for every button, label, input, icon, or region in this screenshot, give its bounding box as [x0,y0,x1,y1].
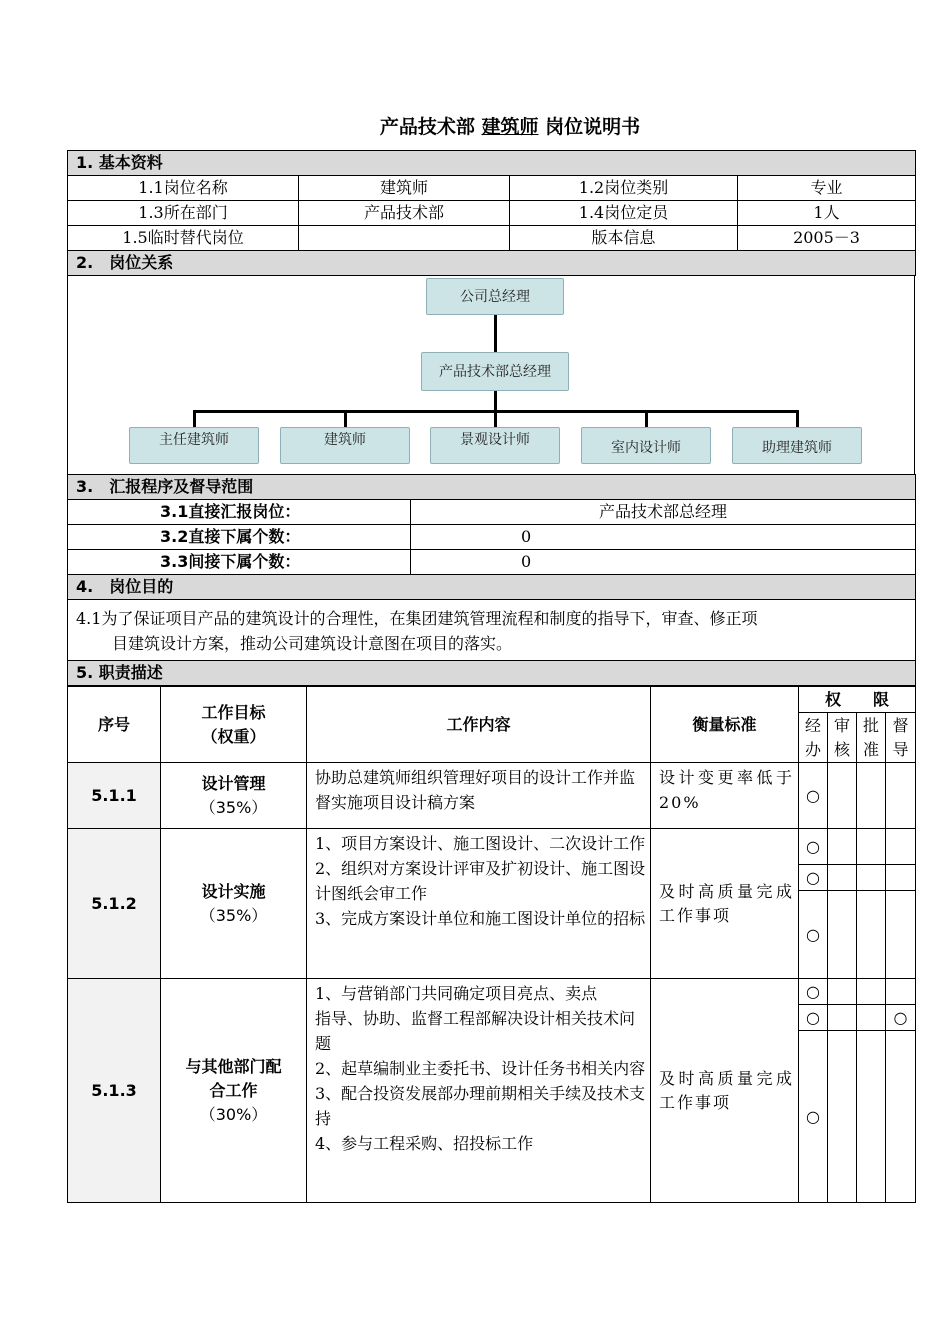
org-node-dept-manager: 产品技术部总经理 [421,352,569,391]
row-weight: （35%） [199,905,268,925]
auth-supervise-cell [886,979,916,1005]
value-department: 产品技术部 [299,201,510,226]
auth-review-cell [828,829,857,865]
value-direct-subordinates: 0 [411,525,916,550]
auth-approve-cell [857,979,886,1005]
auth-approve-cell [857,865,886,891]
label-direct-subordinates: 3.2直接下属个数： [68,525,411,550]
value-indirect-subordinates: 0 [411,550,916,575]
row-goal-text: 合工作 [209,1080,258,1100]
content-line: 1、与营销部门共同确定项目亮点、卖点 [315,984,598,1003]
section-5-heading: 5. 职责描述 [68,661,916,686]
auth-review-cell [828,1005,857,1031]
header-weight-text: （权重） [201,726,266,746]
auth-handle-mark: ○ [799,1031,828,1203]
org-connector [193,410,196,427]
org-node-architect: 建筑师 [280,427,410,464]
header-authority: 权 限 [799,687,916,713]
section-4-heading: 4. 岗位目的 [68,575,916,600]
auth-handle-mark: ○ [799,865,828,891]
auth-approve-cell [857,1031,886,1203]
purpose-line-2: 目建筑设计方案，推动公司建筑设计意图在项目的落实。 [112,634,513,653]
header-content: 工作内容 [307,687,651,763]
value-substitute [299,226,510,251]
row-goal [161,829,307,979]
org-connector [494,391,497,411]
org-connector [494,410,497,427]
row-content [307,979,651,1203]
auth-review-cell [828,891,857,979]
auth-supervise-cell [886,891,916,979]
content-line: 1、项目方案设计、施工图设计、二次设计工作 [315,834,646,853]
value-headcount: 1人 [738,201,916,226]
auth-review-cell [828,979,857,1005]
header-review-2: 核 [833,739,850,759]
section-3-heading: 3. 汇报程序及督导范围 [68,475,916,500]
label-substitute: 1.5临时替代岗位 [68,226,299,251]
content-line: 指导、协助、监督工程部解决设计相关技术问题 [315,1009,636,1053]
auth-handle-mark: ○ [799,891,828,979]
org-node-landscape-designer: 景观设计师 [430,427,560,464]
label-version: 版本信息 [510,226,738,251]
auth-supervise-cell [886,1031,916,1203]
auth-approve-cell [857,829,886,865]
auth-review-cell [828,1031,857,1203]
value-direct-report: 产品技术部总经理 [411,500,916,525]
header-no: 序号 [68,687,161,763]
job-description-document [67,150,915,1203]
purpose-line-1: 4.1为了保证项目产品的建筑设计的合理性，在集团建筑管理流程和制度的指导下，审查、修正项 [76,609,758,628]
row-weight: （35%） [199,797,268,817]
value-version: 2005－3 [738,226,916,251]
content-line: 3、配合投资发展部办理前期相关手续及技术支持 [315,1084,646,1128]
org-connector [494,315,497,352]
row-no: 5.1.2 [68,829,161,979]
table-row [68,829,916,865]
header-handle [799,713,828,763]
row-goal-text: 设计管理 [201,773,266,793]
value-position-name: 建筑师 [299,176,510,201]
org-node-assistant-architect: 助理建筑师 [732,427,862,464]
org-node-interior-designer: 室内设计师 [581,427,711,464]
row-goal [161,979,307,1203]
content-line: 2、起草编制业主委托书、设计任务书相关内容 [315,1059,646,1078]
org-connector [645,410,648,427]
duties-table [67,686,916,1203]
row-goal [161,763,307,829]
auth-review-cell [828,763,857,829]
header-approve-1: 批 [862,715,879,735]
content-line: 3、完成方案设计单位和施工图设计单位的招标 [315,909,646,928]
label-indirect-subordinates: 3.3间接下属个数： [68,550,411,575]
label-headcount: 1.4岗位定员 [510,201,738,226]
header-supervise-2: 导 [892,739,909,759]
label-position-category: 1.2岗位类别 [510,176,738,201]
table-row [68,979,916,1005]
label-direct-report: 3.1直接汇报岗位： [68,500,411,525]
org-node-general-manager: 公司总经理 [426,278,564,315]
header-goal [161,687,307,763]
value-position-category: 专业 [738,176,916,201]
label-department: 1.3所在部门 [68,201,299,226]
row-goal-text: 与其他部门配 [185,1056,282,1076]
header-supervise-1: 督 [892,715,909,735]
row-weight: （30%） [199,1104,268,1124]
page-title [0,112,950,139]
row-measure: 及时高质量完成工作事项 [651,829,799,979]
auth-supervise-cell [886,829,916,865]
header-approve [857,713,886,763]
auth-handle-mark: ○ [799,1005,828,1031]
section-2-heading: 2. 岗位关系 [68,251,916,276]
header-review-1: 审 [833,715,850,735]
auth-supervise-cell [886,865,916,891]
position-purpose [68,600,916,661]
section-1-heading: 1. 基本资料 [68,151,916,176]
auth-approve-cell [857,891,886,979]
content-line: 2、组织对方案设计评审及扩初设计、施工图设计图纸会审工作 [315,859,646,903]
title-role: 建筑师 [481,116,539,138]
row-goal-text: 设计实施 [201,881,266,901]
row-no: 5.1.3 [68,979,161,1203]
auth-approve-cell [857,763,886,829]
auth-supervise-cell [886,763,916,829]
basic-info-table [67,150,916,276]
org-connector [344,410,347,427]
label-position-name: 1.1岗位名称 [68,176,299,201]
auth-review-cell [828,865,857,891]
row-measure: 及时高质量完成工作事项 [651,979,799,1203]
row-content: 协助总建筑师组织管理好项目的设计工作并监督实施项目设计稿方案 [307,763,651,829]
content-line: 4、参与工程采购、招投标工作 [315,1134,534,1153]
auth-supervise-mark: ○ [886,1005,916,1031]
header-review [828,713,857,763]
auth-handle-mark: ○ [799,979,828,1005]
header-measure: 衡量标准 [651,687,799,763]
table-row [68,763,916,829]
row-content [307,829,651,979]
org-connector [796,410,799,427]
header-supervise [886,713,916,763]
reporting-table [67,474,916,686]
title-department: 产品技术部 [379,116,475,138]
auth-handle-mark: ○ [799,829,828,865]
org-chart [67,276,915,474]
header-goal-text: 工作目标 [201,702,266,722]
row-measure: 设计变更率低于20% [651,763,799,829]
header-handle-1: 经 [804,715,821,735]
org-node-chief-architect: 主任建筑师 [129,427,259,464]
header-approve-2: 准 [862,739,879,759]
row-no: 5.1.1 [68,763,161,829]
header-handle-2: 办 [804,739,821,759]
auth-handle-mark: ○ [799,763,828,829]
auth-approve-cell [857,1005,886,1031]
title-suffix: 岗位说明书 [545,116,641,138]
